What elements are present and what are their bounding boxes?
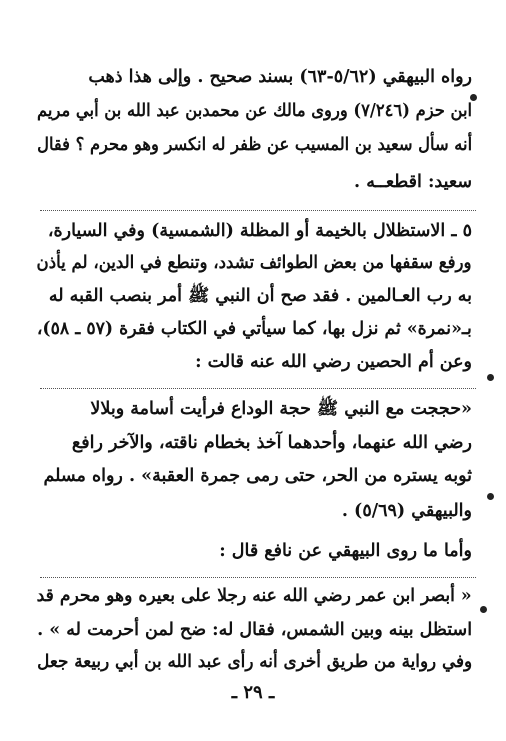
text-line: رضي الله عنهما، وأحدهما آخذ بخطام ناقته، والآخر رافع <box>71 433 472 453</box>
text-line: « أبصر ابن عمر رضي الله عنه رجلا على بعيره وهو محرم قد <box>37 586 472 606</box>
text-line: سعيد: اقطعــه . <box>354 172 472 192</box>
text-line: وفي رواية من طريق أخرى أنه رأى عبد الله بن أبي ربيعة جعل <box>37 652 472 672</box>
text-line: بـ«نمرة» ثم نزل بها، كما سيأتي في الكتاب فقرة (٥٧ ـ ٥٨)، <box>37 319 472 339</box>
text-line: ثوبه يستره من الحر، حتى رمى جمرة العقبة» . رواه مسلم <box>43 466 472 486</box>
text-line: وأما ما روى البيهقي عن نافع قال : <box>219 541 472 561</box>
dotted-separator <box>40 388 476 389</box>
text-line: «حججت مع النبي ﷺ حجة الوداع فرأيت أسامة وبلالا <box>90 399 472 419</box>
text-line: رواه البيهقي (٥/٦٢-٦٣) بسند صحيح . وإلى هذا ذهب <box>88 67 472 87</box>
text-line: ٥ ـ الاستظلال بالخيمة أو المظلة (الشمسية) وفي السيارة، <box>47 221 472 241</box>
text-line: ورفع سقفها من بعض الطوائف تشدد، وتنطع في الدين، لم يأذن <box>37 253 472 273</box>
text-line: أنه سأل سعيد بن المسيب عن ظفر له انكسر وهو محرم ؟ فقال <box>37 135 472 155</box>
text-line: ابن حزم (٧/٢٤٦) وروى مالك عن محمدبن عبد الله بن أبي مريم <box>37 101 472 121</box>
dotted-separator <box>40 210 476 211</box>
text-line: به رب العـالمين . فقد صح أن النبي ﷺ أمر بنصب القبه له <box>48 286 472 306</box>
text-line: استظل بينه وبين الشمس، فقال له: ضح لمن أحرمت له » . <box>37 620 472 640</box>
margin-mark <box>480 606 487 613</box>
page-number: ـ ٢٩ ـ <box>231 682 275 703</box>
text-line: وعن أم الحصين رضي الله عنه قالت : <box>195 352 472 372</box>
text-line: والبيهقي (٥/٦٩) . <box>341 501 472 521</box>
margin-mark <box>470 94 477 101</box>
margin-mark <box>487 374 494 381</box>
dotted-separator <box>40 577 476 578</box>
margin-mark <box>487 493 494 500</box>
